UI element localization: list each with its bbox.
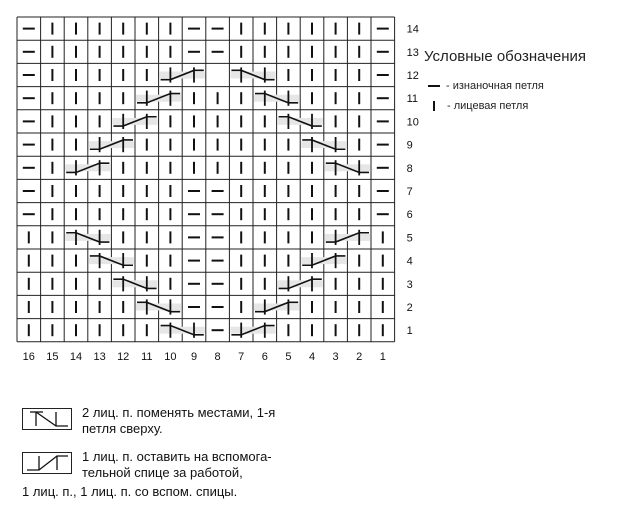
column-number: 12 bbox=[117, 350, 130, 363]
column-number: 13 bbox=[93, 350, 106, 363]
row-number: 1 bbox=[406, 325, 413, 338]
column-number: 11 bbox=[141, 350, 153, 363]
row-number: 9 bbox=[406, 139, 413, 152]
column-number: 14 bbox=[69, 350, 83, 363]
column-number: 8 bbox=[214, 350, 221, 363]
legend-purl bbox=[428, 80, 544, 92]
row-number: 12 bbox=[406, 70, 419, 82]
legend-purl-label: - изнаночная петля bbox=[446, 80, 544, 92]
row-number: 5 bbox=[406, 232, 413, 245]
knitting-chart bbox=[0, 0, 419, 370]
legend-knit-label: - лицевая петля bbox=[447, 100, 529, 112]
row-number: 2 bbox=[406, 302, 413, 314]
legend-knit bbox=[428, 100, 528, 112]
column-number: 4 bbox=[308, 350, 316, 363]
row-number: 10 bbox=[406, 116, 419, 129]
column-number: 16 bbox=[22, 350, 35, 363]
column-number: 5 bbox=[285, 350, 292, 363]
knit-symbol-icon bbox=[433, 101, 435, 111]
column-number: 7 bbox=[238, 350, 245, 363]
right-cross-line2: тельной спице за работой, bbox=[82, 465, 243, 480]
right-cross-icon bbox=[23, 453, 71, 473]
row-number: 7 bbox=[406, 186, 413, 198]
row-number: 4 bbox=[406, 255, 413, 268]
right-cross-line1: 1 лиц. п. оставить на вспомога- bbox=[82, 449, 272, 464]
left-cross-icon bbox=[23, 409, 71, 429]
row-number: 6 bbox=[406, 209, 413, 222]
column-number: 10 bbox=[164, 350, 177, 363]
row-number: 14 bbox=[406, 23, 419, 36]
right-cross-line3: 1 лиц. п., 1 лиц. п. со вспом. спицы. bbox=[22, 484, 238, 499]
left-cross-symbol bbox=[22, 408, 72, 430]
column-number: 1 bbox=[379, 350, 386, 363]
left-cross-description: 2 лиц. п. поменять местами, 1-я петля сверху. bbox=[82, 405, 276, 436]
purl-symbol-icon bbox=[428, 85, 440, 87]
column-number: 2 bbox=[356, 350, 363, 363]
column-number: 3 bbox=[332, 350, 339, 363]
column-number: 15 bbox=[46, 350, 59, 363]
row-number: 11 bbox=[406, 93, 419, 106]
row-number: 8 bbox=[406, 162, 413, 175]
right-cross-symbol bbox=[22, 452, 72, 474]
column-number: 6 bbox=[261, 350, 268, 363]
legend-title: Условные обозначения bbox=[424, 48, 587, 65]
column-number: 9 bbox=[190, 350, 198, 363]
row-number: 3 bbox=[406, 278, 413, 291]
row-number: 13 bbox=[406, 46, 419, 59]
